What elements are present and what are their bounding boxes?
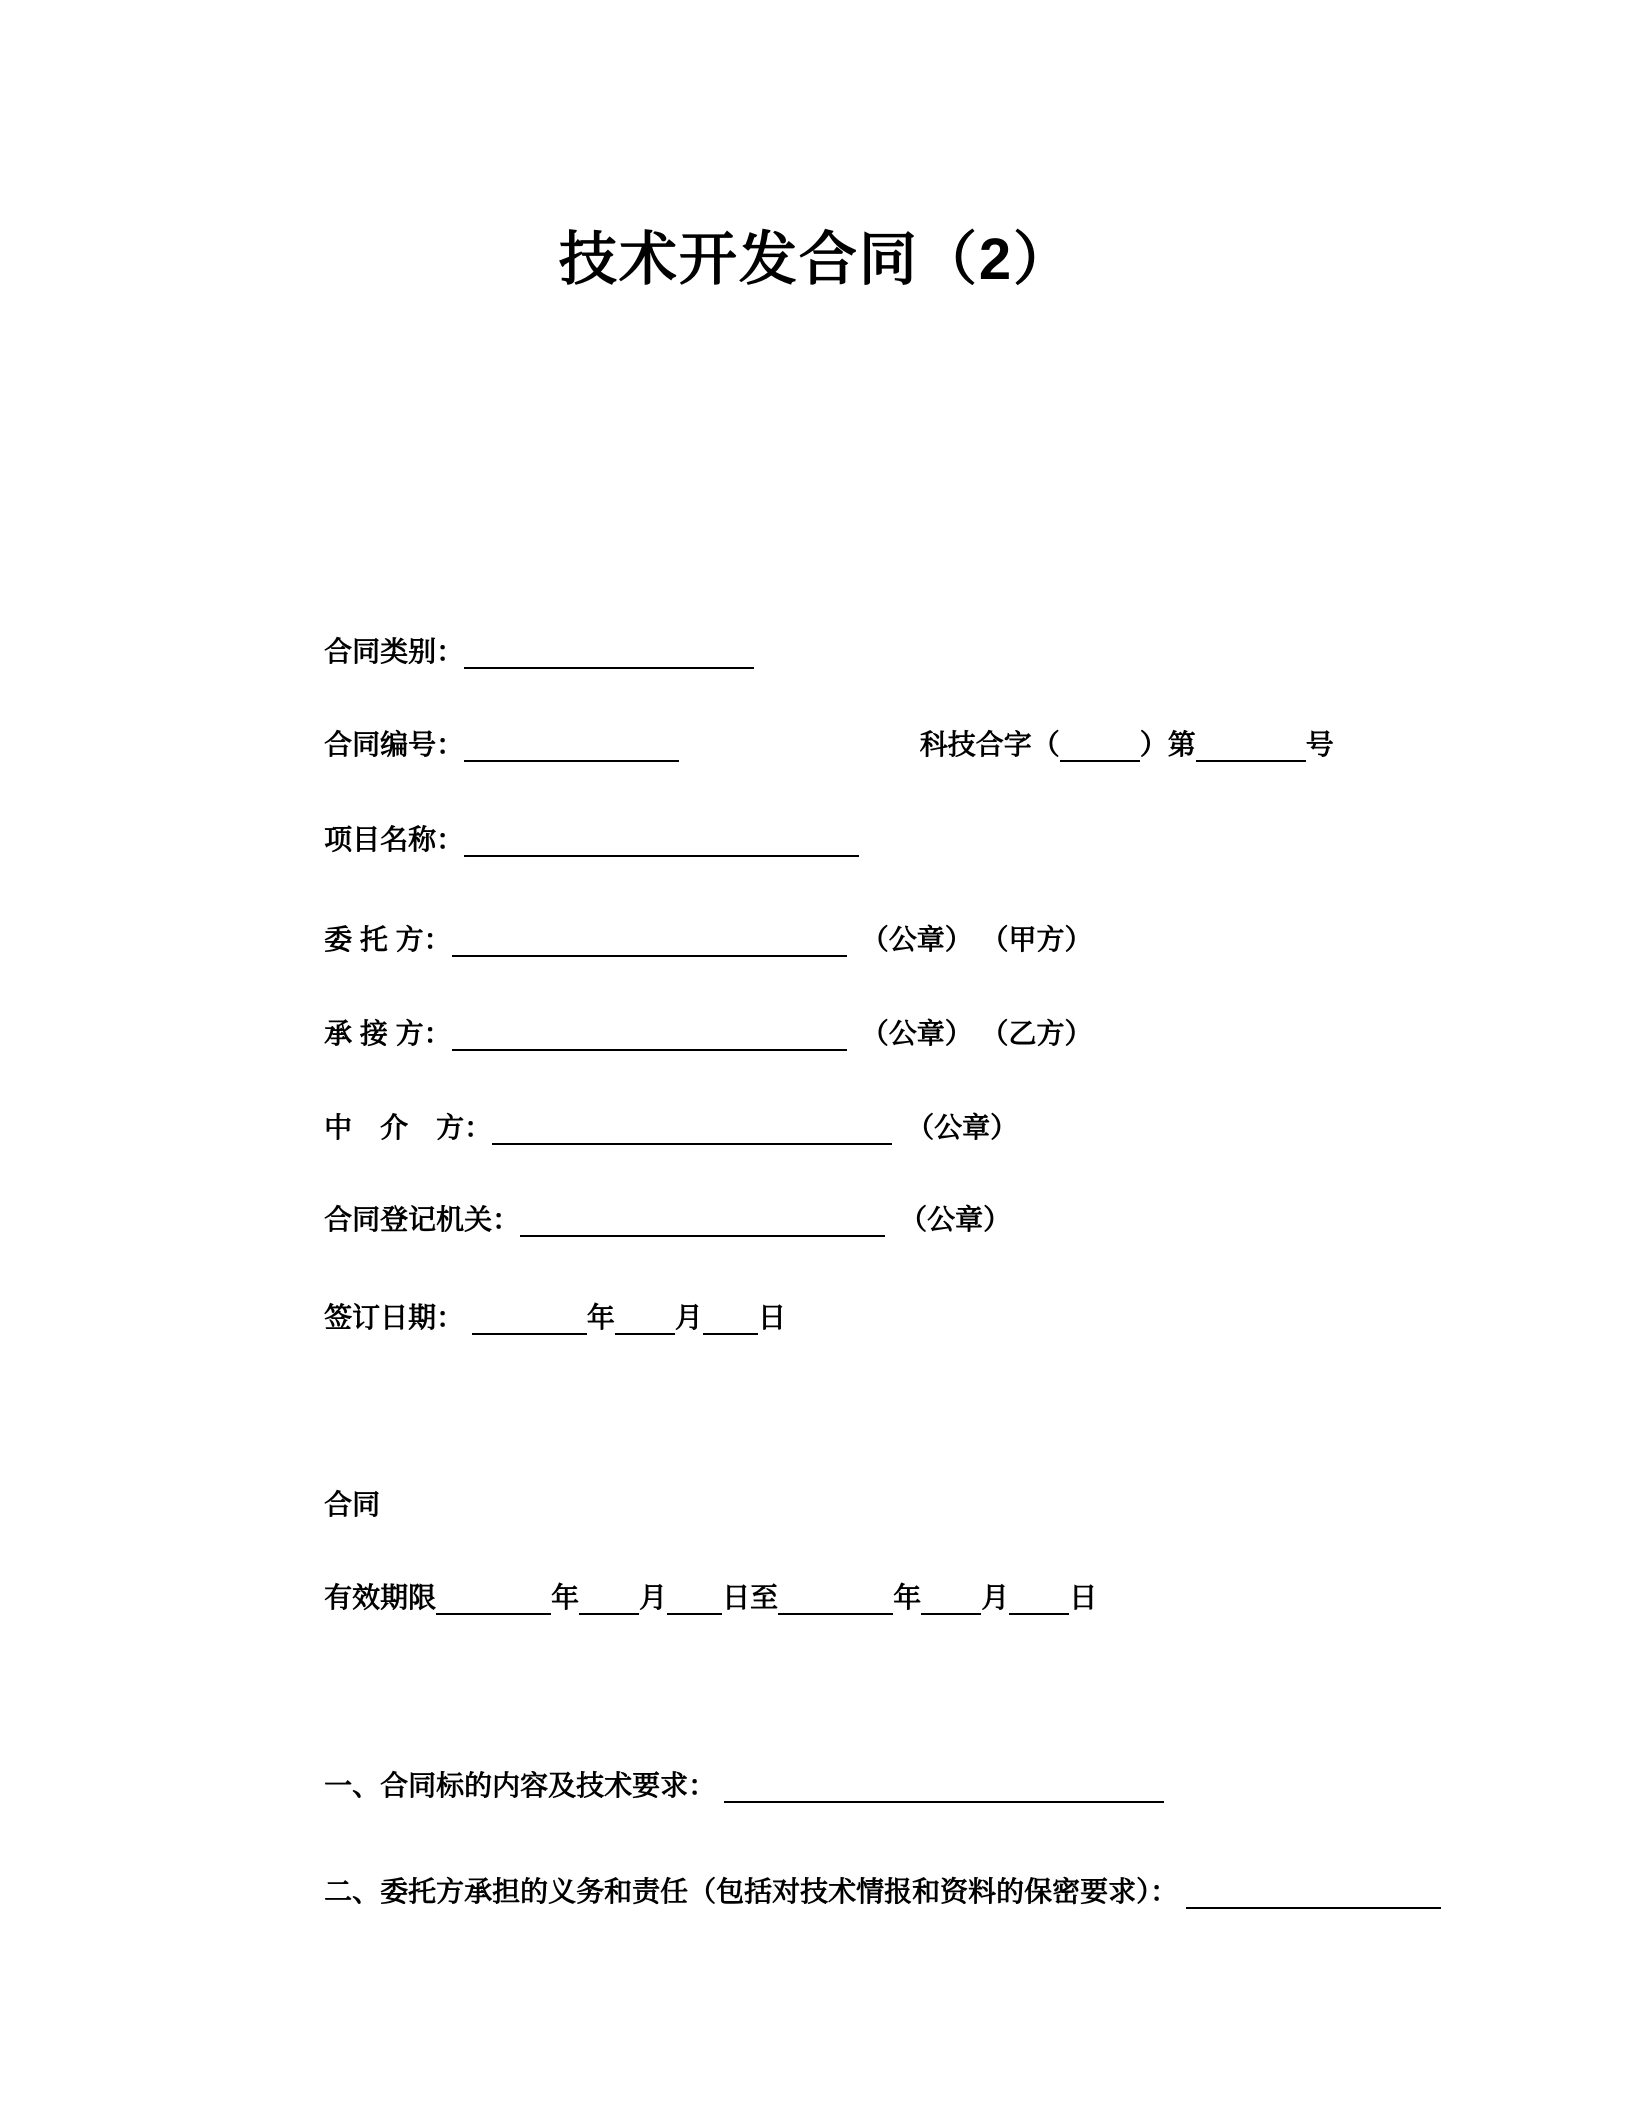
contractor-blank[interactable]: [452, 1015, 847, 1051]
number-right-prefix: 科技合字（: [919, 729, 1060, 760]
validity-end-day-blank[interactable]: [1009, 1579, 1069, 1615]
row-clause-2: [293, 1832, 1441, 1907]
project-label: 项目名称：: [324, 824, 465, 855]
clause-1-label: 一、合同标的内容及技术要求：: [324, 1770, 724, 1801]
client-label: 委 托 方：: [324, 924, 452, 955]
validity-label: 有效期限: [324, 1582, 437, 1613]
sign-date-month-unit: 月: [674, 1302, 703, 1333]
validity-end-year-unit: 年: [893, 1582, 922, 1613]
row-registry: [293, 1160, 1012, 1235]
row-sign-date: [293, 1258, 786, 1333]
validity-end-day-unit: 日: [1069, 1582, 1098, 1613]
clause-2-blank[interactable]: [1186, 1873, 1441, 1909]
intermediary-blank[interactable]: [492, 1109, 892, 1145]
row-clause-1: [293, 1726, 1164, 1801]
category-label: 合同类别：: [324, 636, 465, 667]
category-blank[interactable]: [464, 633, 754, 669]
contractor-suffix: （公章） （乙方）: [860, 1018, 1093, 1049]
document-title: 技术开发合同（2）: [558, 227, 1074, 292]
client-blank[interactable]: [452, 921, 847, 957]
validity-end-month-unit: 月: [981, 1582, 1010, 1613]
row-intermediary: [293, 1068, 1019, 1143]
number-right-group: [873, 685, 1334, 805]
registry-suffix: （公章）: [899, 1204, 1012, 1235]
row-number: [293, 685, 1632, 760]
row-category: [293, 592, 754, 667]
clause-1-blank[interactable]: [724, 1767, 1164, 1803]
validity-start-year-unit: 年: [551, 1582, 580, 1613]
clause-2-label: 二、委托方承担的义务和责任（包括对技术情报和资料的保密要求）：: [324, 1876, 1186, 1907]
number-right-suffix: 号: [1305, 729, 1334, 760]
intermediary-suffix: （公章）: [906, 1112, 1019, 1143]
registry-blank[interactable]: [520, 1201, 885, 1237]
validity-end-year-blank[interactable]: [778, 1579, 893, 1615]
sign-date-day-unit: 日: [757, 1302, 786, 1333]
row-contract-heading: [293, 1445, 381, 1520]
contractor-label: 承 接 方：: [324, 1018, 452, 1049]
sign-date-day-blank[interactable]: [703, 1299, 758, 1335]
row-client: [293, 880, 1093, 955]
intermediary-label: 中 介 方：: [324, 1112, 493, 1143]
validity-start-month-unit: 月: [639, 1582, 668, 1613]
sign-date-year-blank[interactable]: [472, 1299, 587, 1335]
validity-start-day-blank[interactable]: [667, 1579, 722, 1615]
validity-start-month-blank[interactable]: [579, 1579, 639, 1615]
sign-date-label: 签订日期：: [324, 1302, 472, 1333]
sign-date-month-blank[interactable]: [615, 1299, 675, 1335]
row-contractor: [293, 974, 1093, 1049]
number-right-mid: ）第: [1139, 729, 1196, 760]
row-validity: [293, 1538, 1098, 1613]
row-project: [293, 780, 859, 855]
project-blank[interactable]: [464, 821, 859, 857]
sign-date-year-unit: 年: [586, 1302, 615, 1333]
validity-day-to: 日至: [722, 1582, 779, 1613]
client-suffix: （公章） （甲方）: [860, 924, 1093, 955]
validity-start-year-blank[interactable]: [436, 1579, 551, 1615]
number-right-blank-1[interactable]: [1060, 726, 1140, 762]
number-blank[interactable]: [464, 726, 679, 762]
number-label: 合同编号：: [324, 729, 465, 760]
number-right-blank-2[interactable]: [1196, 726, 1306, 762]
contract-heading: 合同: [324, 1489, 381, 1520]
validity-end-month-blank[interactable]: [921, 1579, 981, 1615]
registry-label: 合同登记机关：: [324, 1204, 521, 1235]
